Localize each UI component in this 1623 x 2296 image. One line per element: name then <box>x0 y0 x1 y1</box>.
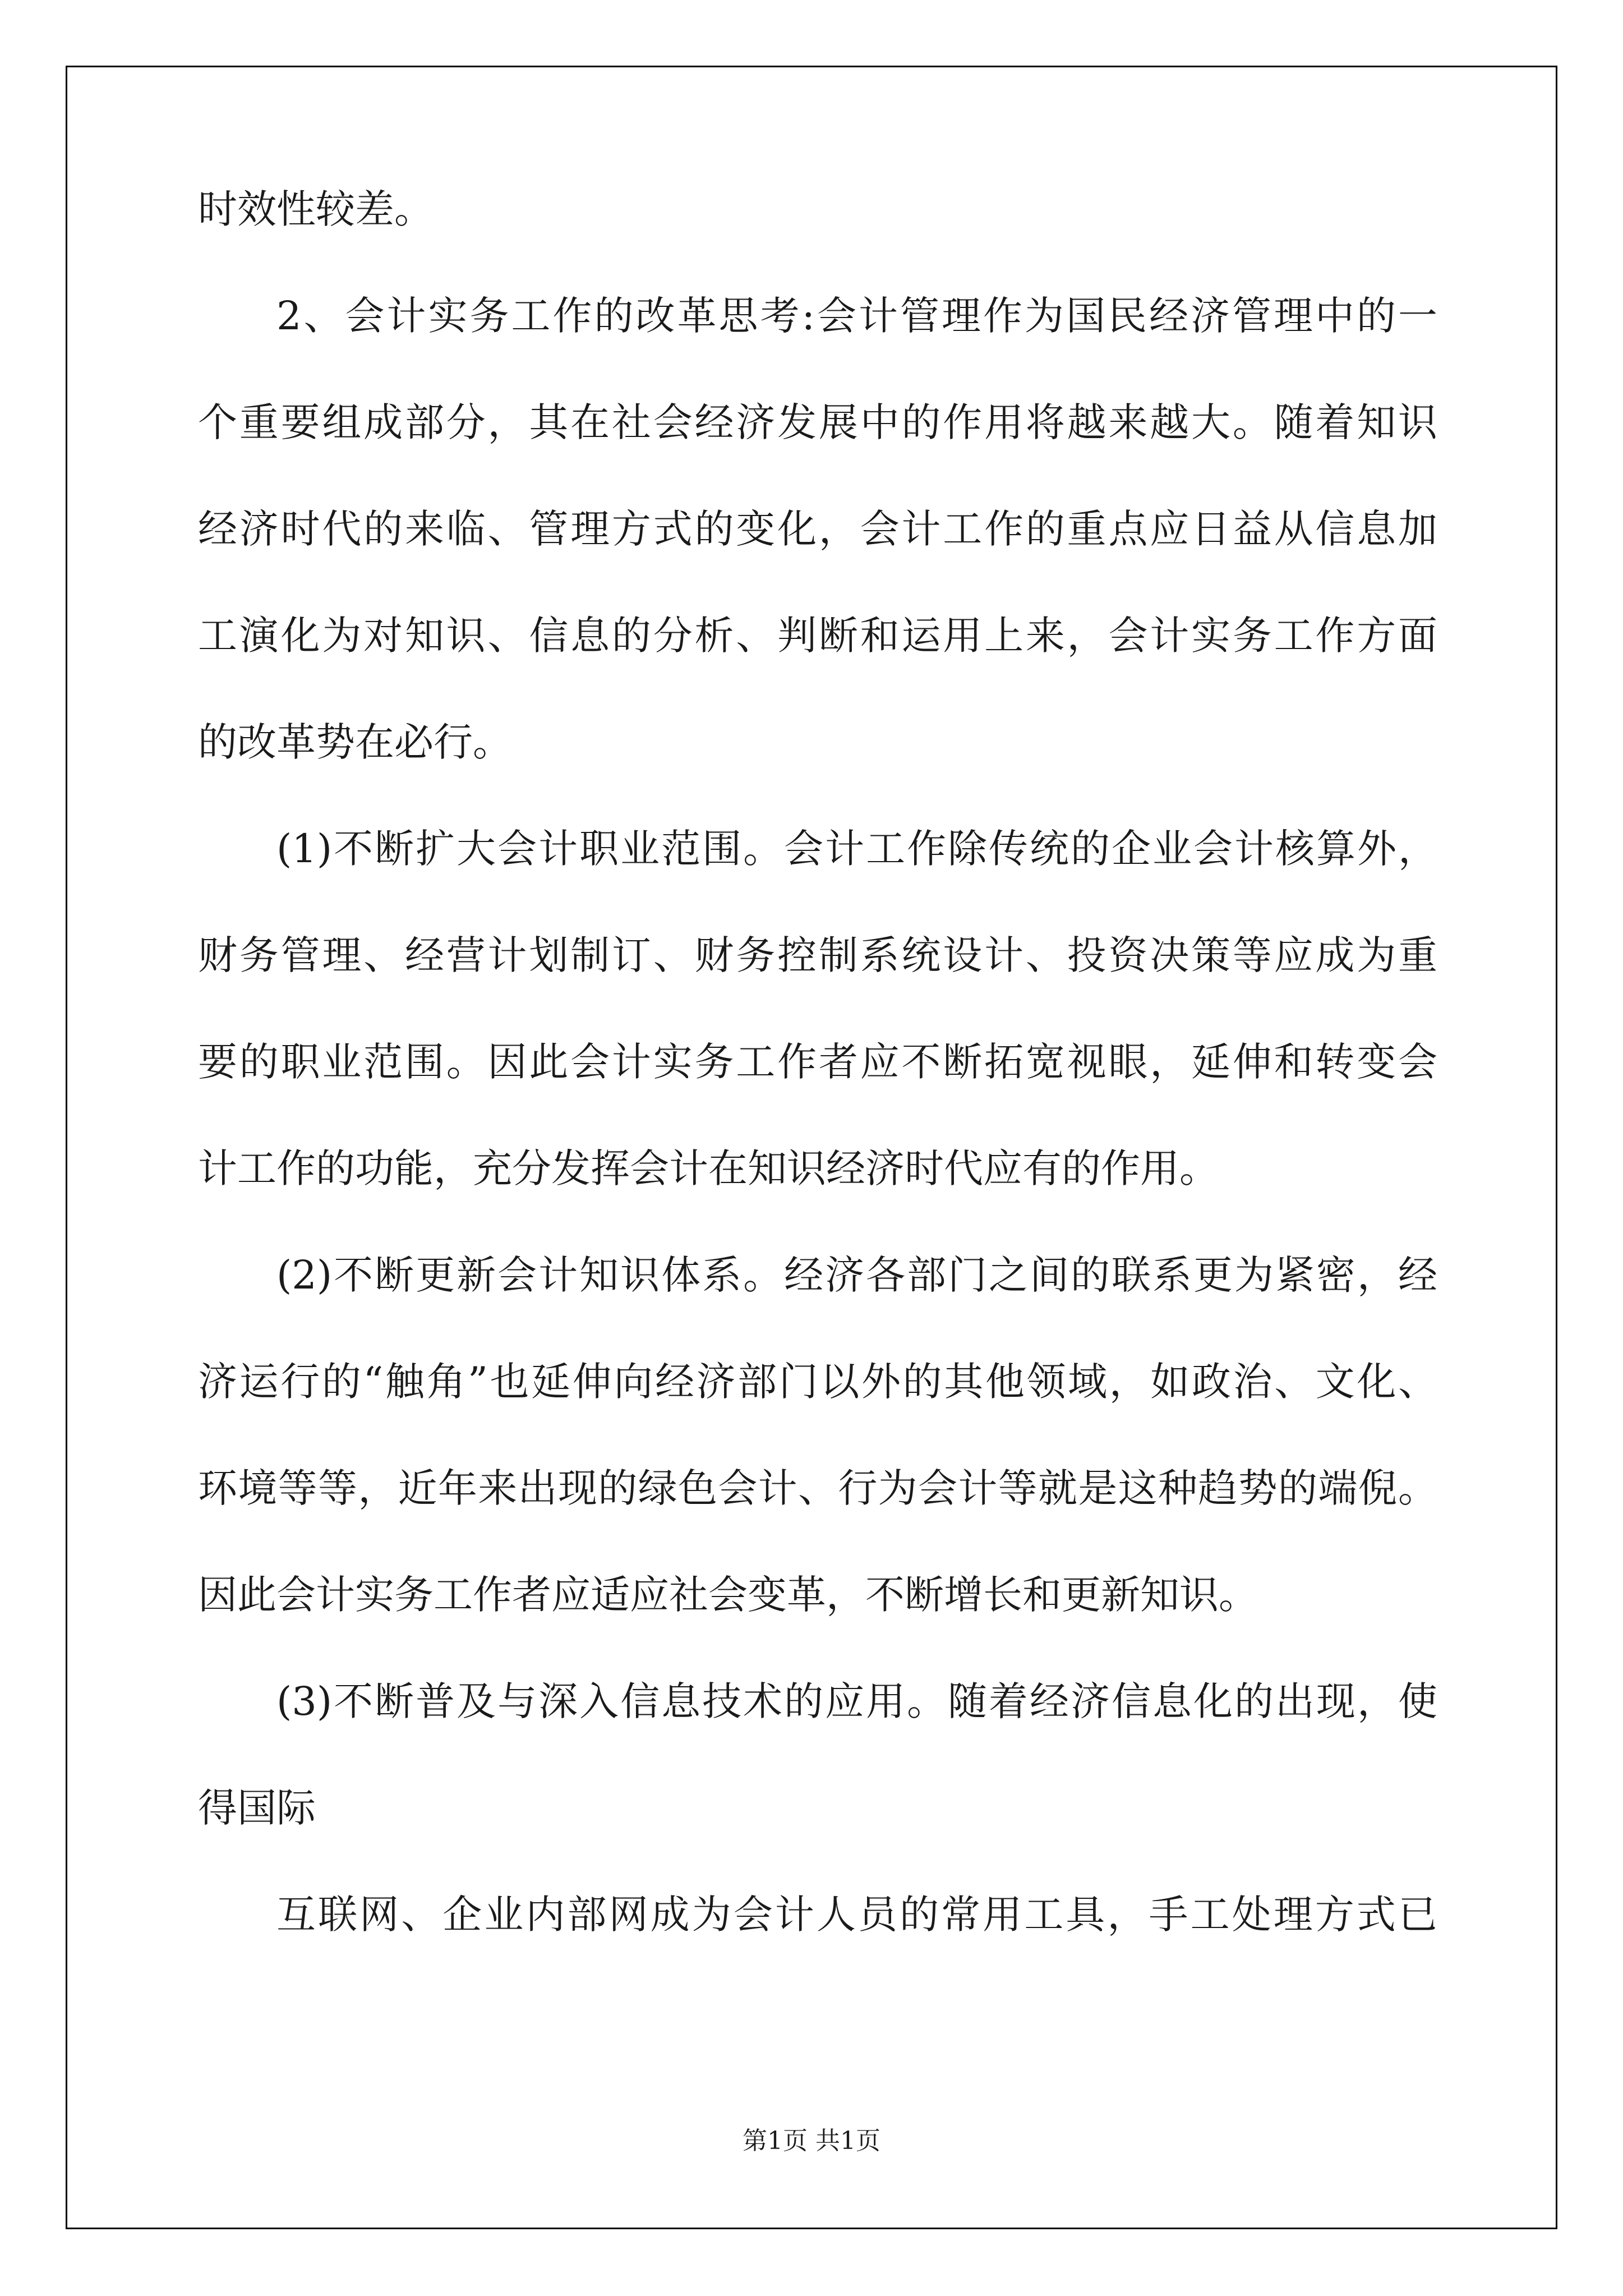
text-line: 得国际 <box>198 1785 316 1831</box>
text-line: 时效性较差。 <box>198 186 434 232</box>
text-line: 的改革势在必行。 <box>198 719 512 765</box>
text-line: 要的职业范围。因此会计实务工作者应不断拓宽视眼，延伸和转变会 <box>198 1039 1437 1085</box>
text-line: 工演化为对知识、信息的分析、判断和运用上来，会计实务工作方面 <box>198 613 1437 659</box>
text-line: 因此会计实务工作者应适应社会变革，不断增长和更新知识。 <box>198 1572 1258 1618</box>
text-line: 互联网、企业内部网成为会计人员的常用工具，手工处理方式已 <box>276 1892 1437 1938</box>
text-line: (2)不断更新会计知识体系。经济各部门之间的联系更为紧密，经 <box>276 1252 1437 1298</box>
text-line: 环境等等，近年来出现的绿色会计、行为会计等就是这种趋势的端倪。 <box>198 1465 1437 1511</box>
text-line: 个重要组成部分，其在社会经济发展中的作用将越来越大。随着知识 <box>198 399 1437 445</box>
text-line: 2、会计实务工作的改革思考:会计管理作为国民经济管理中的一 <box>276 293 1437 339</box>
text-line: 经济时代的来临、管理方式的变化，会计工作的重点应日益从信息加 <box>198 506 1437 552</box>
text-line: 济运行的“触角”也延伸向经济部门以外的其他领域，如政治、文化、 <box>198 1359 1437 1405</box>
text-line: (3)不断普及与深入信息技术的应用。随着经济信息化的出现，使 <box>276 1678 1437 1724</box>
text-line: 财务管理、经营计划制订、财务控制系统设计、投资决策等应成为重 <box>198 932 1437 978</box>
text-line: 计工作的功能，充分发挥会计在知识经济时代应有的作用。 <box>198 1145 1219 1191</box>
page-footer: 第1页 共1页 <box>743 2127 880 2155</box>
text-line: (1)不断扩大会计职业范围。会计工作除传统的企业会计核算外， <box>276 826 1437 872</box>
